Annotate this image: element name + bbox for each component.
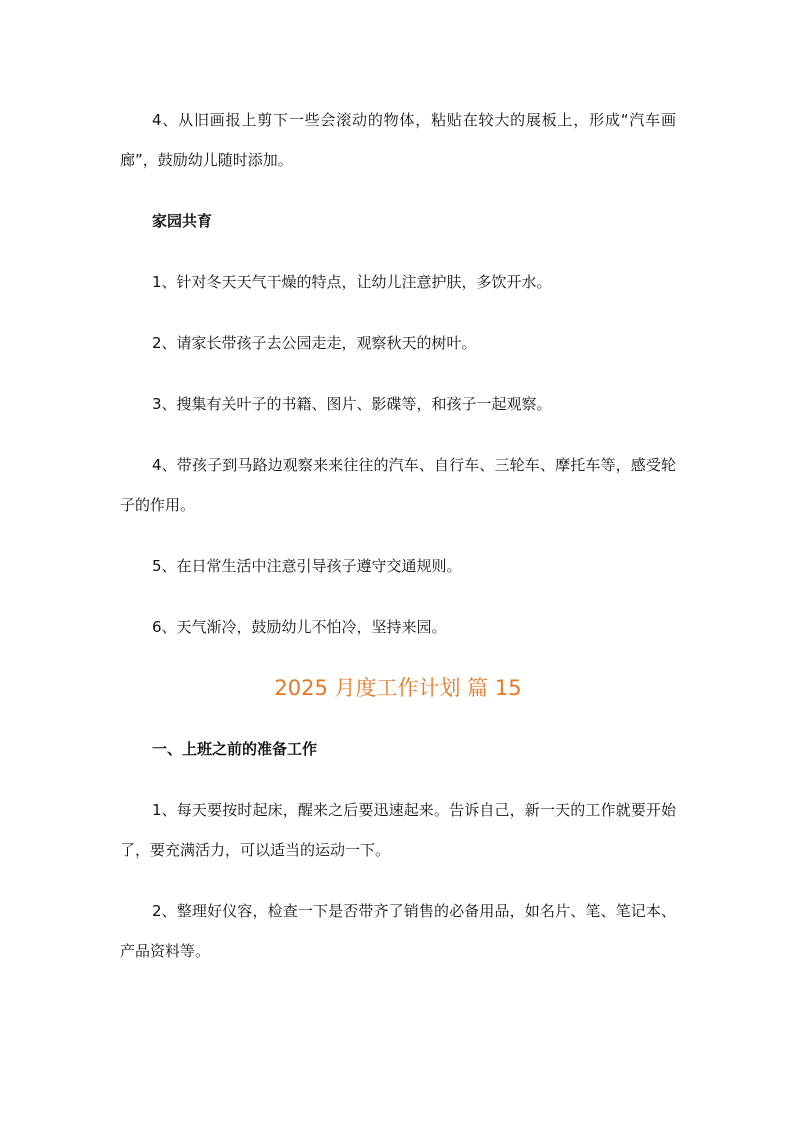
paragraph-collect-books: 3、搜集有关叶子的书籍、图片、影碟等，和孩子一起观察。 xyxy=(152,395,552,413)
section-heading-preparation: 一、上班之前的准备工作 xyxy=(152,740,318,758)
section-heading-home-school: 家园共育 xyxy=(152,212,213,230)
paragraph-observe-vehicles: 4、带孩子到马路边观察来来往往的汽车、自行车、三轮车、摩托车等，感受轮子的作用。 xyxy=(120,456,676,514)
paragraph-cold-weather: 6、天气渐冷，鼓励幼儿不怕冷，坚持来园。 xyxy=(152,618,447,636)
paragraph-skin-care: 1、针对冬天天气干燥的特点，让幼儿注意护肤，多饮开水。 xyxy=(152,273,552,291)
article-title: 2025 月度工作计划 篇 15 xyxy=(274,676,522,700)
paragraph-wake-up: 1、每天要按时起床，醒来之后要迅速起来。告诉自己，新一天的工作就要开始了，要充满活力，可以适当的运动一下。 xyxy=(120,801,676,859)
paragraph-traffic-rules: 5、在日常生活中注意引导孩子遵守交通规则。 xyxy=(152,557,462,575)
document-body xyxy=(120,100,676,992)
paragraph-car-gallery: 4、从旧画报上剪下一些会滚动的物体，粘贴在较大的展板上，形成“汽车画廊”，鼓励幼儿随时添加。 xyxy=(120,111,676,169)
paragraph-park-leaves: 2、请家长带孩子去公园走走，观察秋天的树叶。 xyxy=(152,334,477,352)
paragraph-grooming-supplies: 2、整理好仪容，检查一下是否带齐了销售的必备用品，如名片、笔、笔记本、产品资料等。 xyxy=(120,902,676,960)
